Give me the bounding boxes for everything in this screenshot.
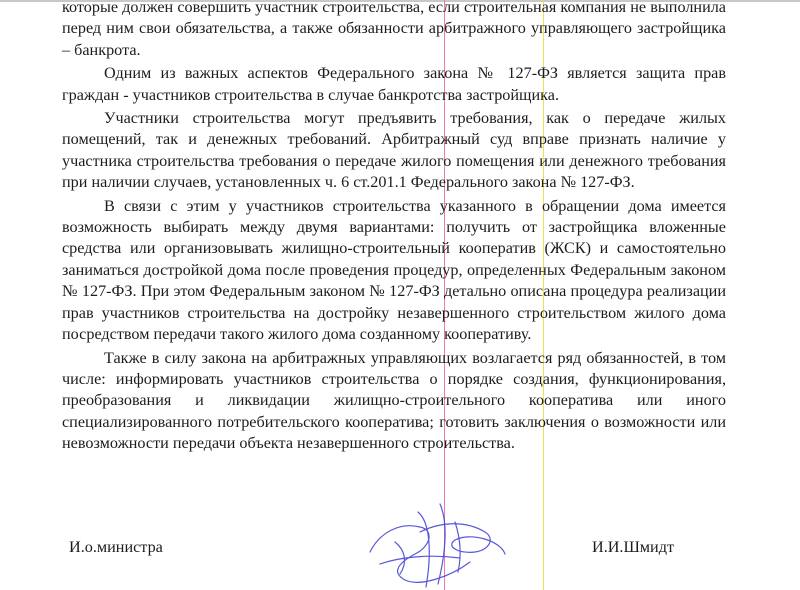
paragraph-2: Одним из важных аспектов Федерального закона № 127-ФЗ является защита прав граждан - участников строительства в случае банкротства застройщика. bbox=[62, 64, 726, 104]
letter-body bbox=[62, 0, 726, 455]
paragraph-5: Также в силу закона на арбитражных управляющих возлагается ряд обязанностей, в том числе: информировать участников строительства о порядке создания, функционирования, преобразования и ликвидации жилищно-строительного кооператива или иного специализированного потребительского кооператива; готовить заключения о возможности или невозможности передачи объекта незавершенного строительства. bbox=[62, 348, 726, 453]
paragraph-4: В связи с этим у участников строительства указанного в обращении дома имеется возможность выбирать между двумя вариантами: получить от застройщика вложенные средства или организовывать жилищно-строительный кооператив (ЖСК) и самостоятельно заниматься достройкой дома после проведения процедур, определенных Федеральным законом № 127-ФЗ. При этом Федеральным законом № 127-ФЗ детально описана процедура реализации прав участников строительства на достройку незавершенного строительством жилого дома посредством передачи такого жилого дома созданному кооперативу. bbox=[62, 196, 726, 344]
paragraph-3: Участники строительства могут предъявить требования, как о передаче жилых помещений, так и денежных требований. Арбитражный суд вправе признать наличие у участника строительства требования о передаче жилого помещения или денежного требования при наличии случаев, установленных ч. 6 ст.201.1 Федерального закона № 127-ФЗ. bbox=[62, 109, 726, 192]
signatory-name: И.И.Шмидт bbox=[592, 538, 675, 556]
signature-row bbox=[0, 536, 800, 566]
paragraph-1: которые должен совершить участник строительства, если строительная компания не выполнила перед ним свои обязательства, а также обязанности арбитражного управляющего застройщика – банкрота. bbox=[62, 0, 726, 59]
signatory-position: И.о.министра bbox=[69, 538, 163, 556]
